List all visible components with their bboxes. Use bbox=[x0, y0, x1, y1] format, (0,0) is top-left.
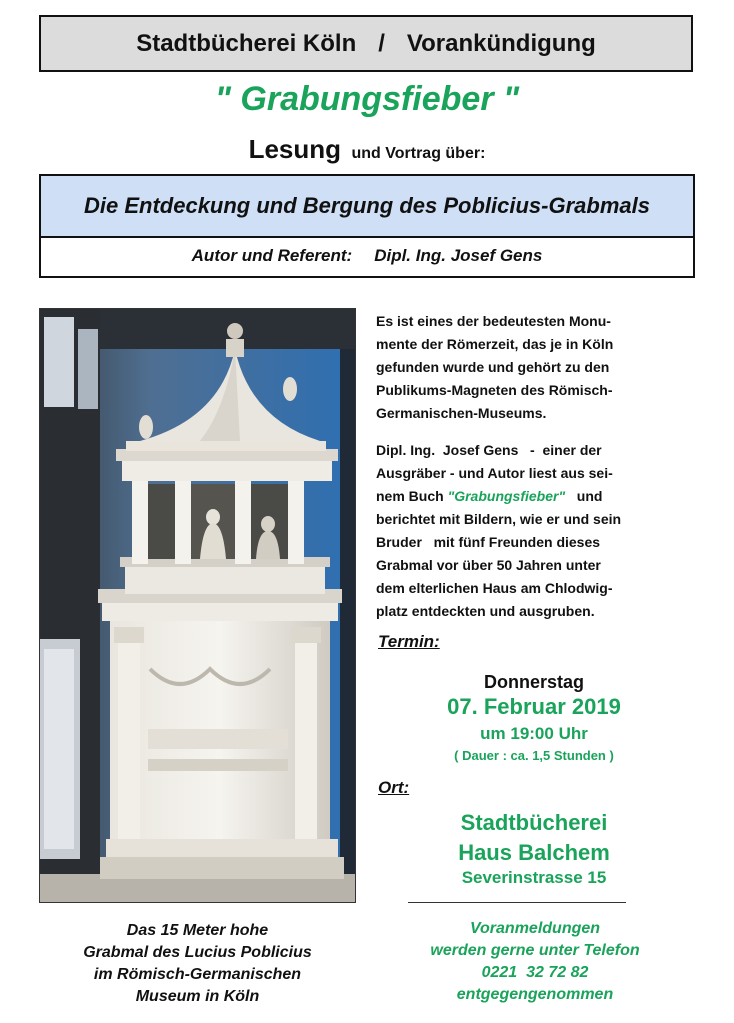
author-name: Dipl. Ing. Josef Gens bbox=[374, 246, 543, 265]
venue-street: Severinstrasse 15 bbox=[461, 868, 607, 887]
header-banner bbox=[39, 15, 693, 72]
registration-line: entgegengenommen bbox=[456, 986, 614, 1003]
book-title: "Grabungsfieber" bbox=[447, 488, 566, 504]
event-description bbox=[376, 310, 666, 637]
subtitle-vortrag: und Vortrag über: bbox=[351, 145, 486, 162]
registration-line: werden gerne unter Telefon bbox=[430, 942, 640, 959]
termin-time: um 19:00 Uhr bbox=[480, 724, 588, 743]
divider bbox=[408, 902, 626, 903]
desc-line: Ausgräber - und Autor liest aus sei- bbox=[376, 465, 613, 481]
topic-box: Die Entdeckung und Bergung des Poblicius-Grabmals bbox=[39, 174, 695, 238]
desc-line: Germanischen-Museums. bbox=[376, 405, 547, 421]
registration-note bbox=[390, 918, 680, 1006]
author-box bbox=[39, 236, 695, 278]
poblicius-monument-image bbox=[40, 309, 356, 903]
header-right: Vorankündigung bbox=[406, 29, 596, 57]
caption-line: Grabmal des Lucius Poblicius bbox=[83, 944, 312, 961]
event-subtitle bbox=[0, 134, 734, 165]
termin-duration: ( Dauer : ca. 1,5 Stunden ) bbox=[454, 748, 614, 763]
description-paragraph-1 bbox=[376, 310, 666, 425]
author-label: Autor und Referent: bbox=[191, 246, 353, 265]
desc-line: platz entdeckten und ausgruben. bbox=[376, 603, 595, 619]
desc-line: Dipl. Ing. Josef Gens - einer der bbox=[376, 442, 602, 458]
caption-line: Das 15 Meter hohe bbox=[126, 922, 269, 939]
desc-line: berichtet mit Bildern, wie er und sein bbox=[376, 511, 622, 527]
desc-line: nem Buch bbox=[376, 488, 448, 504]
caption-line: Museum in Köln bbox=[135, 988, 260, 1005]
desc-line: dem elterlichen Haus am Chlodwig- bbox=[376, 580, 613, 596]
photo-caption bbox=[39, 920, 356, 1008]
desc-line: mente der Römerzeit, das je in Köln bbox=[376, 336, 614, 352]
event-title: " Grabungsfieber " bbox=[214, 80, 520, 118]
desc-line: Grabmal vor über 50 Jahren unter bbox=[376, 557, 601, 573]
caption-line: im Römisch-Germanischen bbox=[93, 966, 302, 983]
termin-label: Termin: bbox=[378, 632, 440, 651]
desc-line: Es ist eines der bedeutesten Monu- bbox=[376, 313, 611, 329]
description-paragraph-2 bbox=[376, 439, 666, 623]
monument-photo bbox=[39, 308, 356, 903]
desc-line: Publikums-Magneten des Römisch- bbox=[376, 382, 613, 398]
venue-name-2: Haus Balchem bbox=[458, 840, 610, 865]
registration-phone: 0221 32 72 82 bbox=[481, 964, 589, 981]
termin-day: Donnerstag bbox=[483, 672, 584, 692]
desc-line: gefunden wurde und gehört zu den bbox=[376, 359, 610, 375]
termin-date: 07. Februar 2019 bbox=[447, 694, 621, 719]
registration-line: Voranmeldungen bbox=[469, 920, 601, 937]
desc-line: und bbox=[565, 488, 603, 504]
header-left: Stadtbücherei Köln bbox=[136, 29, 357, 57]
header-separator: / bbox=[378, 29, 385, 57]
subtitle-lesung: Lesung bbox=[248, 134, 342, 164]
ort-label: Ort: bbox=[378, 778, 410, 797]
desc-line: Bruder mit fünf Freunden dieses bbox=[376, 534, 601, 550]
venue-name-1: Stadtbücherei bbox=[460, 810, 608, 835]
